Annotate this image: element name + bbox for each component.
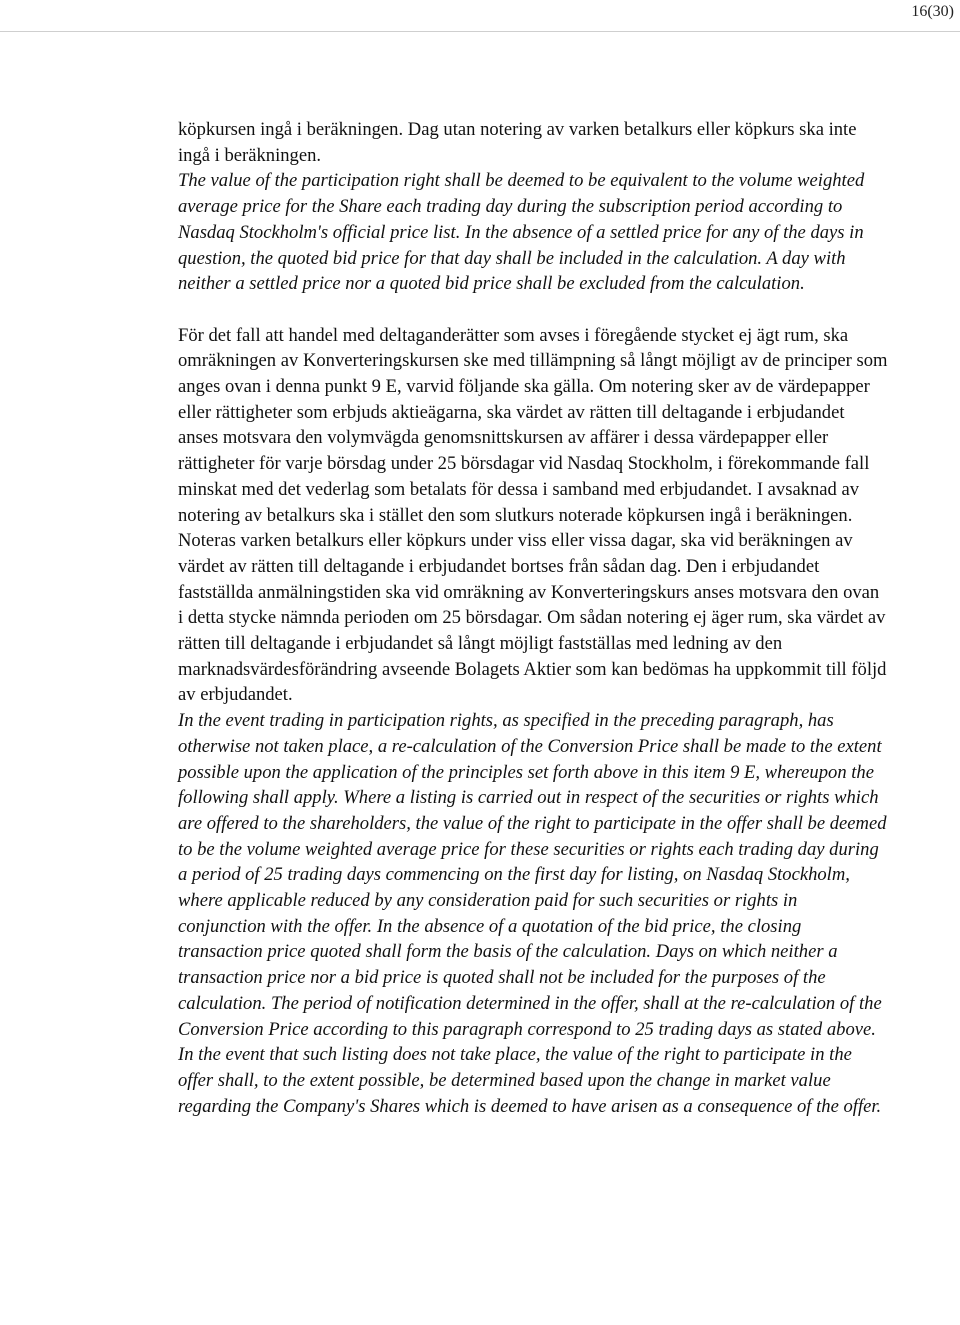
document-body bbox=[178, 117, 888, 1119]
page-header bbox=[0, 0, 960, 32]
paragraph-english-participation-value: The value of the participation right shall be deemed to be equivalent to the volume weighted average price for the Share each trading day during the subscription period according to Nasdaq Stockholm's official price list. In the absence of a settled price for any of the days in question, the quoted bid price for that day shall be included in the calculation. A day with neither a settled price nor a quoted bid price shall be excluded from the calculation. bbox=[178, 170, 865, 295]
paragraph-english-recalculation: In the event trading in participation rights, as specified in the preceding paragraph, has otherwise not taken place, a re-calculation of the Conversion Price shall be made to the extent possible upon the application of the principles set forth above in this item 9 E, whereupon the following shall apply. Where a listing is carried out in respect of the securities or rights which are offered to the shareholders, the value of the right to participate in the offer shall be deemed to be the volume weighted average price for these securities or rights each trading day during a period of 25 trading days commencing on the first day for listing, on Nasdaq Stockholm, where applicable reduced by any consideration paid for such securities or rights in conjunction with the offer. In the absence of a quotation of the bid price, the closing transaction price quoted shall form the basis of the calculation. Days on which neither a transaction price nor a bid price is quoted shall not be included for the purposes of the calculation. The period of notification determined in the offer, shall at the re-calculation of the Conversion Price according to this paragraph correspond to 25 trading days as stated above. In the event that such listing does not take place, the value of the right to participate in the offer shall, to the extent possible, be determined based upon the change in market value regarding the Company's Shares which is deemed to have arisen as a consequence of the offer. bbox=[178, 710, 887, 1117]
page-number: 16(30) bbox=[911, 3, 954, 20]
paragraph-swedish-intro: köpkursen ingå i beräkningen. Dag utan notering av varken betalkurs eller köpkurs ska inte ingå i beräkningen. bbox=[178, 119, 857, 166]
paragraph-swedish-recalculation: För det fall att handel med deltaganderätter som avses i föregående stycket ej ägt rum, ska omräkningen av Konverteringskursen ske med tillämpning så långt möjligt av de principer som anges ovan i denna punkt 9 E, varvid följande ska gälla. Om notering sker av de värdepapper eller rättigheter som erbjuds aktieägarna, ska värdet av rätten till deltagande i erbjudandet anses motsvara den volymvägda genomsnittskursen av affärer i dessa värdepapper eller rättigheter för varje börsdag under 25 börsdagar vid Nasdaq Stockholm, i förekommande fall minskat med det vederlag som betalats för dessa i samband med erbjudandet. I avsaknad av notering av betalkurs ska i stället den som slutkurs noterade köpkursen ingå i beräkningen. Noteras varken betalkurs eller köpkurs under viss eller vissa dagar, ska vid beräkningen av värdet av rätten till deltagande i erbjudandet bortses från sådan dag. Den i erbjudandet fastställda anmälningstiden ska vid omräkning av Konverteringskurs anses motsvara den ovan i detta stycke nämnda perioden om 25 börsdagar. Om sådan notering ej äger rum, ska värdet av rätten till deltagande i erbjudandet så långt möjligt fastställas med ledning av den marknadsvärdesförändring avseende Bolagets Aktier som kan bedömas ha uppkommit till följd av erbjudandet. bbox=[178, 324, 888, 706]
